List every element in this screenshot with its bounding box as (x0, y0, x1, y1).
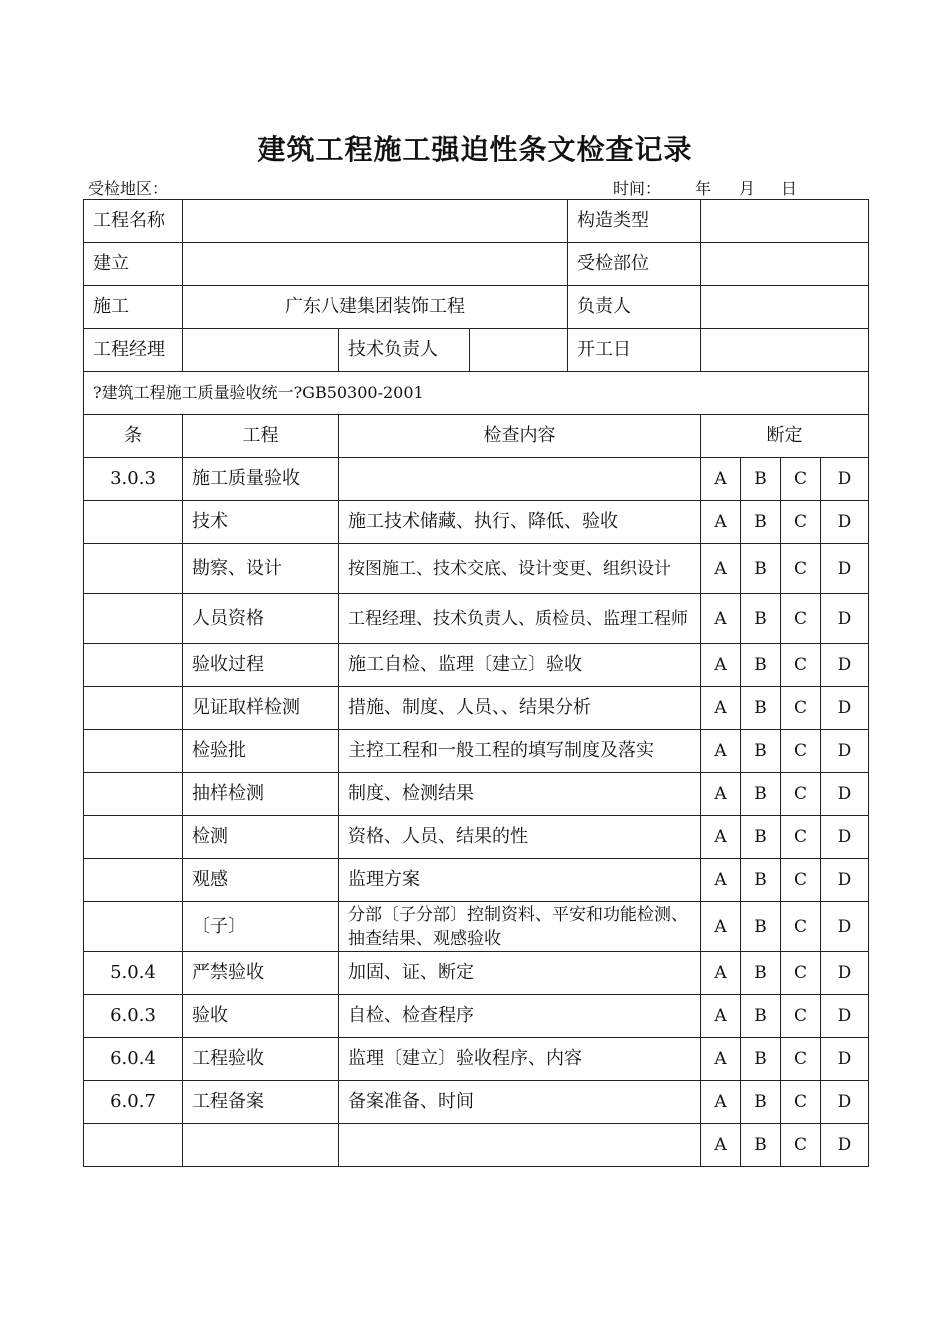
content-cell: 工程经理、技术负责人、质检员、监理工程师 (339, 594, 701, 644)
clause-cell: 3.0.3 (84, 458, 183, 501)
grade-option-c[interactable]: C (781, 544, 821, 594)
clause-cell (84, 544, 183, 594)
construction-label: 建立 (84, 243, 183, 286)
content-cell: 施工自检、监理〔建立〕验收 (339, 644, 701, 687)
grade-option-c[interactable]: C (781, 816, 821, 859)
content-cell: 制度、检测结果 (339, 773, 701, 816)
table-row (84, 458, 869, 501)
grade-option-a[interactable]: A (701, 458, 741, 501)
grade-option-d[interactable]: D (821, 995, 869, 1038)
clause-cell (84, 816, 183, 859)
structure-type-value[interactable] (701, 200, 869, 243)
construction-value[interactable] (183, 243, 568, 286)
check-rows (84, 458, 869, 1167)
content-cell: 按图施工、技术交底、设计变更、组织设计 (339, 544, 701, 594)
grade-option-c[interactable]: C (781, 594, 821, 644)
content-cell: 加固、证、断定 (339, 952, 701, 995)
grade-option-d[interactable]: D (821, 644, 869, 687)
inspection-table (83, 199, 869, 1167)
grade-option-a[interactable]: A (701, 995, 741, 1038)
grade-option-c[interactable]: C (781, 687, 821, 730)
builder-value[interactable]: 广东八建集团装饰工程 (183, 286, 568, 329)
grade-option-d[interactable]: D (821, 773, 869, 816)
content-cell: 资格、人员、结果的性 (339, 816, 701, 859)
day-label: 日 (781, 179, 798, 198)
grade-option-d[interactable]: D (821, 687, 869, 730)
clause-cell: 5.0.4 (84, 952, 183, 995)
responsible-value[interactable] (701, 286, 869, 329)
grade-option-a[interactable]: A (701, 594, 741, 644)
table-row (84, 773, 869, 816)
clause-cell (84, 644, 183, 687)
table-row (84, 952, 869, 995)
inspected-part-label: 受检部位 (568, 243, 701, 286)
table-row (84, 1081, 869, 1124)
content-cell: 监理〔建立〕验收程序、内容 (339, 1038, 701, 1081)
column-header-clause: 条 (84, 415, 183, 458)
grade-option-c[interactable]: C (781, 773, 821, 816)
standard-row (84, 372, 869, 415)
item-cell: 人员资格 (183, 594, 339, 644)
table-row (84, 544, 869, 594)
grade-option-a[interactable]: A (701, 1038, 741, 1081)
grade-option-c[interactable]: C (781, 730, 821, 773)
item-cell: 见证取样检测 (183, 687, 339, 730)
info-row-manager (84, 329, 869, 372)
grade-option-c[interactable]: C (781, 995, 821, 1038)
grade-option-c[interactable]: C (781, 952, 821, 995)
item-cell: 抽样检测 (183, 773, 339, 816)
item-cell: 〔子〕 (183, 902, 339, 952)
item-cell: 检测 (183, 816, 339, 859)
grade-option-a[interactable]: A (701, 816, 741, 859)
content-cell (339, 1124, 701, 1167)
date-line (613, 176, 797, 199)
grade-option-d[interactable]: D (821, 1081, 869, 1124)
table-row (84, 995, 869, 1038)
grade-option-a[interactable]: A (701, 952, 741, 995)
clause-cell (84, 1124, 183, 1167)
grade-option-d[interactable]: D (821, 816, 869, 859)
manager-label: 工程经理 (84, 329, 183, 372)
clause-cell (84, 594, 183, 644)
clause-cell (84, 501, 183, 544)
grade-option-a[interactable]: A (701, 1124, 741, 1167)
clause-cell: 6.0.3 (84, 995, 183, 1038)
grade-option-d[interactable]: D (821, 902, 869, 952)
item-cell: 技术 (183, 501, 339, 544)
item-cell: 验收 (183, 995, 339, 1038)
info-row-project (84, 200, 869, 243)
grade-option-b[interactable]: B (741, 859, 781, 902)
grade-option-c[interactable]: C (781, 644, 821, 687)
item-cell: 勘察、设计 (183, 544, 339, 594)
project-name-label: 工程名称 (84, 200, 183, 243)
item-cell: 检验批 (183, 730, 339, 773)
info-row-construction (84, 243, 869, 286)
table-row (84, 902, 869, 952)
tech-lead-label: 技术负责人 (339, 329, 470, 372)
content-cell: 监理方案 (339, 859, 701, 902)
content-cell: 主控工程和一般工程的填写制度及落实 (339, 730, 701, 773)
grade-option-d[interactable]: D (821, 952, 869, 995)
item-cell: 验收过程 (183, 644, 339, 687)
column-header-content: 检查内容 (339, 415, 701, 458)
grade-option-b[interactable]: B (741, 952, 781, 995)
content-cell: 分部〔子分部〕控制资料、平安和功能检测、抽查结果、观感验收 (339, 902, 701, 952)
clause-cell (84, 687, 183, 730)
grade-option-c[interactable]: C (781, 902, 821, 952)
content-cell: 施工技术储藏、执行、降低、验收 (339, 501, 701, 544)
table-row (84, 1038, 869, 1081)
grade-option-b[interactable]: B (741, 501, 781, 544)
column-header-row (84, 415, 869, 458)
grade-option-d[interactable]: D (821, 859, 869, 902)
structure-type-label: 构造类型 (568, 200, 701, 243)
inspected-part-value[interactable] (701, 243, 869, 286)
grade-option-b[interactable]: B (741, 902, 781, 952)
grade-option-b[interactable]: B (741, 1081, 781, 1124)
grade-option-b[interactable]: B (741, 458, 781, 501)
item-cell: 工程备案 (183, 1081, 339, 1124)
info-row-builder (84, 286, 869, 329)
table-row (84, 501, 869, 544)
column-header-judgement: 断定 (701, 415, 869, 458)
grade-option-a[interactable]: A (701, 902, 741, 952)
start-date-label: 开工日 (568, 329, 701, 372)
grade-option-d[interactable]: D (821, 1038, 869, 1081)
item-cell: 工程验收 (183, 1038, 339, 1081)
time-label: 时间： (613, 179, 662, 198)
grade-option-c[interactable]: C (781, 1124, 821, 1167)
item-cell: 施工质量验收 (183, 458, 339, 501)
responsible-label: 负责人 (568, 286, 701, 329)
grade-option-a[interactable]: A (701, 1081, 741, 1124)
grade-option-c[interactable]: C (781, 458, 821, 501)
grade-option-a[interactable]: A (701, 501, 741, 544)
grade-option-b[interactable]: B (741, 773, 781, 816)
grade-option-d[interactable]: D (821, 730, 869, 773)
grade-option-b[interactable]: B (741, 995, 781, 1038)
grade-option-b[interactable]: B (741, 544, 781, 594)
start-date-value[interactable] (701, 329, 869, 372)
grade-option-a[interactable]: A (701, 544, 741, 594)
content-cell: 备案准备、时间 (339, 1081, 701, 1124)
grade-option-a[interactable]: A (701, 730, 741, 773)
grade-option-a[interactable]: A (701, 687, 741, 730)
grade-option-c[interactable]: C (781, 1081, 821, 1124)
grade-option-c[interactable]: C (781, 1038, 821, 1081)
table-row (84, 594, 869, 644)
grade-option-b[interactable]: B (741, 1038, 781, 1081)
content-cell: 措施、制度、人员、、结果分析 (339, 687, 701, 730)
column-header-item: 工程 (183, 415, 339, 458)
grade-option-b[interactable]: B (741, 1124, 781, 1167)
table-row (84, 644, 869, 687)
tech-lead-value[interactable] (470, 329, 568, 372)
grade-option-a[interactable]: A (701, 859, 741, 902)
clause-cell (84, 773, 183, 816)
clause-cell (84, 859, 183, 902)
content-cell: 自检、检查程序 (339, 995, 701, 1038)
grade-option-b[interactable]: B (741, 687, 781, 730)
clause-cell (84, 730, 183, 773)
grade-option-b[interactable]: B (741, 816, 781, 859)
content-cell (339, 458, 701, 501)
grade-option-d[interactable]: D (821, 501, 869, 544)
clause-cell: 6.0.4 (84, 1038, 183, 1081)
table-row (84, 1124, 869, 1167)
item-cell (183, 1124, 339, 1167)
grade-option-c[interactable]: C (781, 501, 821, 544)
grade-option-d[interactable]: D (821, 458, 869, 501)
grade-option-b[interactable]: B (741, 594, 781, 644)
grade-option-d[interactable]: D (821, 594, 869, 644)
month-label: 月 (739, 179, 756, 198)
builder-label: 施工 (84, 286, 183, 329)
clause-cell: 6.0.7 (84, 1081, 183, 1124)
grade-option-a[interactable]: A (701, 644, 741, 687)
grade-option-b[interactable]: B (741, 730, 781, 773)
year-label: 年 (695, 179, 712, 198)
clause-cell (84, 902, 183, 952)
table-row (84, 687, 869, 730)
region-label: 受检地区： (88, 179, 169, 198)
grade-option-c[interactable]: C (781, 859, 821, 902)
grade-option-a[interactable]: A (701, 773, 741, 816)
item-cell: 观感 (183, 859, 339, 902)
grade-option-d[interactable]: D (821, 1124, 869, 1167)
table-row (84, 730, 869, 773)
standard-reference: ?建筑工程施工质量验收统一?GB50300-2001 (84, 372, 869, 415)
document-title: 建筑工程施工强迫性条文检查记录 (257, 133, 693, 166)
project-name-value[interactable] (183, 200, 568, 243)
item-cell: 严禁验收 (183, 952, 339, 995)
grade-option-b[interactable]: B (741, 644, 781, 687)
table-row (84, 859, 869, 902)
grade-option-d[interactable]: D (821, 544, 869, 594)
manager-value[interactable] (183, 329, 339, 372)
table-row (84, 816, 869, 859)
